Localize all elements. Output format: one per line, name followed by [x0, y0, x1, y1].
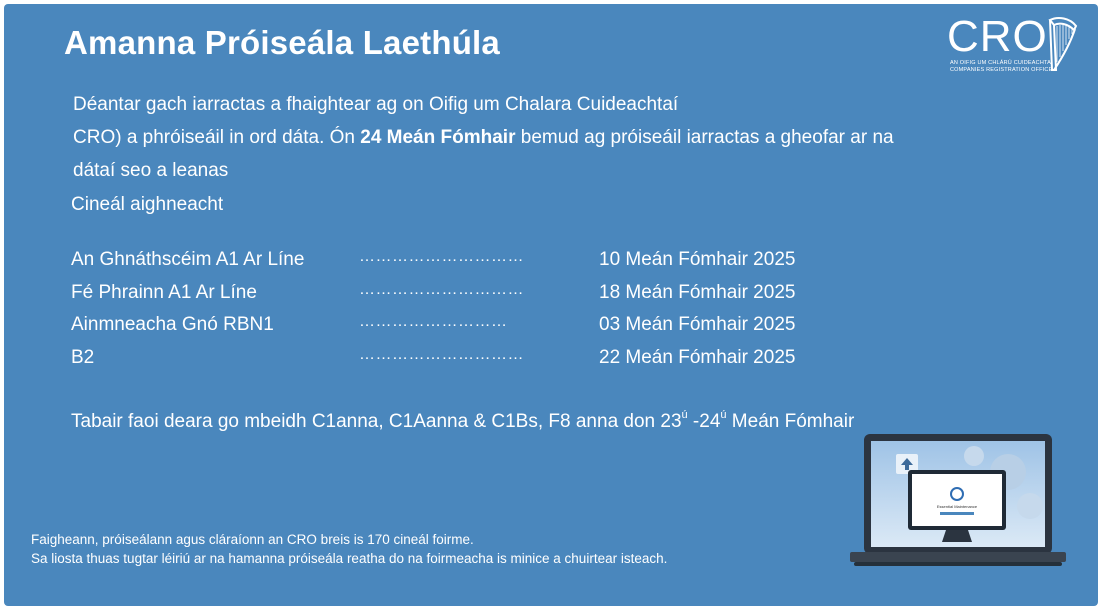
- processing-date: 22 Meán Fómhair 2025: [599, 346, 796, 368]
- intro-line-2-end: bemud ag próiseáil iarractas a gheofar ar na: [515, 127, 894, 148]
- footer-line-2: Sa liosta thuas tugtar léiriú ar na hamanna próiseála reatha do na foirmeacha is minice a chuirtear isteach.: [31, 551, 668, 566]
- leader-dots: ………………………: [359, 313, 508, 330]
- intro-line-3: dátaí seo a leanas: [73, 160, 229, 181]
- list-item: [71, 244, 831, 277]
- processing-dates-list: [71, 244, 831, 374]
- maintenance-laptop-icon: [850, 434, 1066, 576]
- page-title: Amanna Próiseála Laethúla: [64, 24, 500, 61]
- logo-subtitle-irish: AN OIFIG UM CHLÁRÚ CUIDEACHTAÍ: [950, 60, 1053, 66]
- announcement-panel: [4, 4, 1098, 606]
- logo-subtitle-english: COMPANIES REGISTRATION OFFICE: [950, 67, 1053, 73]
- list-item: [71, 277, 831, 310]
- processing-date: 10 Meán Fómhair 2025: [599, 249, 796, 270]
- intro-paragraph: [73, 88, 1003, 187]
- note-text-middle: -24: [687, 411, 721, 432]
- footer-note: [31, 530, 667, 568]
- intro-highlight-date: 24 Meán Fómhair: [360, 127, 516, 148]
- intro-line-2: [73, 121, 1003, 154]
- leader-dots: …………………………: [359, 345, 524, 363]
- processing-date: 18 Meán Fómhair 2025: [599, 281, 796, 303]
- harp-icon: [1044, 16, 1080, 74]
- logo-text: CRO: [947, 12, 1048, 61]
- note-ordinal-1: ú: [681, 409, 688, 421]
- leader-dots: …………………………: [359, 280, 524, 298]
- leader-dots: …………………………: [359, 248, 524, 265]
- footer-line-1: Faigheann, próiseálann agus cláraíonn an CRO breis is 170 cineál foirme.: [31, 532, 474, 547]
- list-item: [71, 309, 831, 342]
- intro-line-1: Déantar gach iarractas a fhaightear ag on Oifig um Chalara Cuideachtaí: [73, 94, 679, 115]
- submission-type: An Ghnáthscéim A1 Ar Líne: [71, 249, 305, 270]
- note-text-end: Meán Fómhair: [726, 411, 855, 432]
- note-text-start: Tabair faoi deara go mbeidh C1anna, C1Aanna & C1Bs, F8 anna don 23: [71, 411, 682, 432]
- submission-type: Ainmneacha Gnó RBN1: [71, 314, 274, 335]
- logo-subtitle: [950, 60, 1053, 74]
- submission-type: Fé Phrainn A1 Ar Líne: [71, 281, 257, 303]
- cro-logo: [944, 12, 1084, 78]
- submission-type-heading: Cineál aighneacht: [71, 194, 224, 215]
- list-item: [71, 342, 831, 375]
- processing-note: [71, 409, 854, 433]
- note-ordinal-2: ú: [720, 409, 727, 421]
- processing-date: 03 Meán Fómhair 2025: [599, 314, 796, 335]
- laptop-screen-label: Essential Maintenance: [936, 504, 978, 509]
- intro-line-2-start: CRO) a phróiseáil in ord dáta. Ón: [73, 127, 361, 148]
- submission-type: B2: [71, 346, 95, 368]
